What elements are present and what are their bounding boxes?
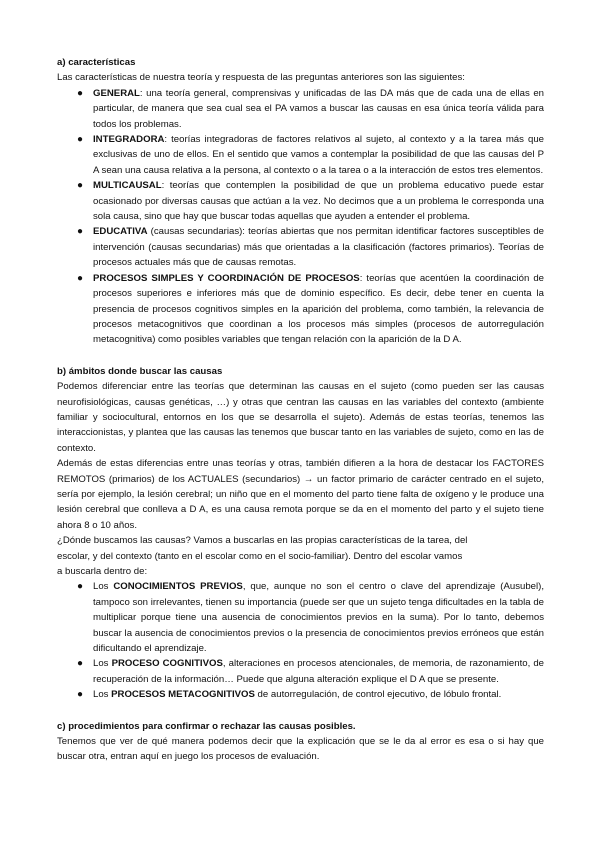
item-text: : teorías integradoras de factores relativos al sujeto, al contexto y a la tarea más que exclusivas de uno de ellos. En el sentido que vamos a contemplar la posibilidad de que las causas del P A sean una causa relativa a la persona, al contexto o a la tarea o a la interacción de estos tres elementos. — [93, 134, 544, 176]
section-b-list — [57, 579, 544, 702]
item-prefix: Los — [93, 689, 112, 701]
list-item — [76, 687, 544, 702]
bullet-icon: ● — [76, 272, 84, 284]
item-text: : teorías que contemplen la posibilidad de que un problema educativo puede estar ocasionado por diversas causas que actúan a la vez. No decimos que a un problema le corresponda una sola causa, sino que hay que buscar todas aquellas que ayuden a entender el problema. — [93, 180, 544, 223]
item-term: MULTICAUSAL — [93, 180, 162, 192]
bullet-icon: ● — [76, 689, 84, 701]
list-item — [76, 224, 544, 270]
item-prefix: Los — [93, 658, 112, 670]
item-text: de autorregulación, de control ejecutivo, de lóbulo frontal. — [254, 689, 502, 701]
item-term: PROCESO COGNITIVOS — [111, 658, 223, 670]
section-a-list — [57, 86, 544, 348]
bullet-icon: ● — [76, 581, 84, 593]
item-prefix: Los — [93, 581, 114, 593]
item-term: GENERAL — [93, 87, 140, 99]
item-term: PROCESOS SIMPLES Y COORDINACIÓN DE PROCESOS — [93, 272, 360, 284]
item-text: : una teoría general, comprensivas y unificadas de las DA más que de cada una de ellas en particular, de manera que sea cual sea el PA vamos a buscar las causas en esa única teoría válida para todos los problemas. — [93, 87, 544, 130]
item-term: INTEGRADORA — [93, 134, 165, 146]
section-b-paragraph-3-line-3: a buscarla dentro de: — [57, 566, 148, 577]
item-term: PROCESOS METACOGNITIVOS — [111, 689, 255, 701]
bullet-icon: ● — [76, 180, 84, 192]
list-item — [76, 271, 544, 348]
item-text: (causas secundarias): teorías abiertas que nos permitan identificar factores susceptibles de intervención (causas secundarias) más que orientadas a la clasificación (factores primarios). Teorías de procesos actuales más que de causas remotas. — [93, 226, 544, 269]
list-item — [76, 656, 544, 687]
list-item — [76, 178, 544, 224]
section-c-paragraph: Tenemos que ver de qué manera podemos decir que la explicación que se le da al error es esa o si hay que buscar otra, entran aquí en juego los procesos de evaluación. — [57, 736, 544, 763]
section-b-paragraph-3-line-2: escolar, y del contexto (tanto en el escolar como en el socio-familiar). Dentro del escolar vamos — [57, 550, 463, 562]
section-a-intro: Las características de nuestra teoría y respuesta de las preguntas anteriores son las siguientes: — [57, 72, 465, 84]
section-b-paragraph-3-line-1: ¿Dónde buscamos las causas? Vamos a buscarlas en las propias características de la tarea, del — [57, 535, 468, 547]
section-gap — [57, 348, 544, 364]
section-c-heading: c) procedimientos para confirmar o rechazar las causas posibles. — [57, 720, 356, 732]
item-text: , alteraciones en procesos atencionales, de memoria, de razonamiento, de recuperación de la información… Puede que alguna alteración explique el D A que se presente. — [93, 658, 544, 685]
document-content — [57, 55, 544, 765]
item-text: , que, aunque no son el centro o clave del aprendizaje (Ausubel), tampoco son irrelevantes, tienen su importancia (puede ser que un sujeto tenga dificultades en la tabla de multiplicar porque tiene una ausencia de conocimientos previos en la suma). Por lo tanto, debemos buscar la ausencia de conocimientos previos o la presencia de conocimientos previos erróneos que están dificultando el aprendizaje. — [93, 581, 544, 655]
section-gap — [57, 703, 544, 719]
list-item — [76, 579, 544, 656]
item-term: CONOCIMIENTOS PREVIOS — [113, 581, 243, 593]
section-b-heading: b) ámbitos donde buscar las causas — [57, 365, 223, 377]
item-term: EDUCATIVA — [93, 226, 148, 238]
list-item — [76, 132, 544, 178]
bullet-icon: ● — [76, 658, 84, 670]
item-text: : teorías que acentúen la coordinación de procesos superiores e inferiores más que de dominio específico. Es decir, debe tener en cuenta la presencia de procesos cognitivos simples en la aparición del problema, como también, la relevancia de procesos metacognitivos que coordinan a los procesos más simples (procesos de autorregulación metacognitiva) como posibles variables que tengan relación con la aparición de la D A. — [93, 272, 544, 346]
bullet-icon: ● — [76, 226, 84, 238]
section-b-paragraph-1: Podemos diferenciar entre las teorías que determinan las causas en el sujeto (como pueden ser las causas neurofisiológicas, causas genéticas, …) y otras que centran las causas en las variables del contexto (ambiente familiar y sociocultural, entornos en los que se desarrolla el sujeto). Además de estas teorías, tenemos las interaccionistas, y plantea que las causas las tenemos que buscar tanto en las variables de sujeto, como en las de contexto. — [57, 381, 544, 454]
list-item — [76, 86, 544, 132]
bullet-icon: ● — [76, 87, 84, 99]
bullet-icon: ● — [76, 134, 84, 146]
section-a-heading: a) características — [57, 57, 136, 68]
section-b-paragraph-2: Además de estas diferencias entre unas teorías y otras, también difieren a la hora de destacar los FACTORES REMOTOS (primarios) de los ACTUALES (secundarios) → un factor primario de carácter centrado en el sujeto, sería por ejemplo, la lesión cerebral; un niño que en el momento del parto tiene falta de oxígeno y le produce una lesión cerebral que conlleva a D A, es una causa remota porque se da en el momento del parto y el sujeto tiene ahora 8 o 10 años. — [57, 458, 544, 531]
